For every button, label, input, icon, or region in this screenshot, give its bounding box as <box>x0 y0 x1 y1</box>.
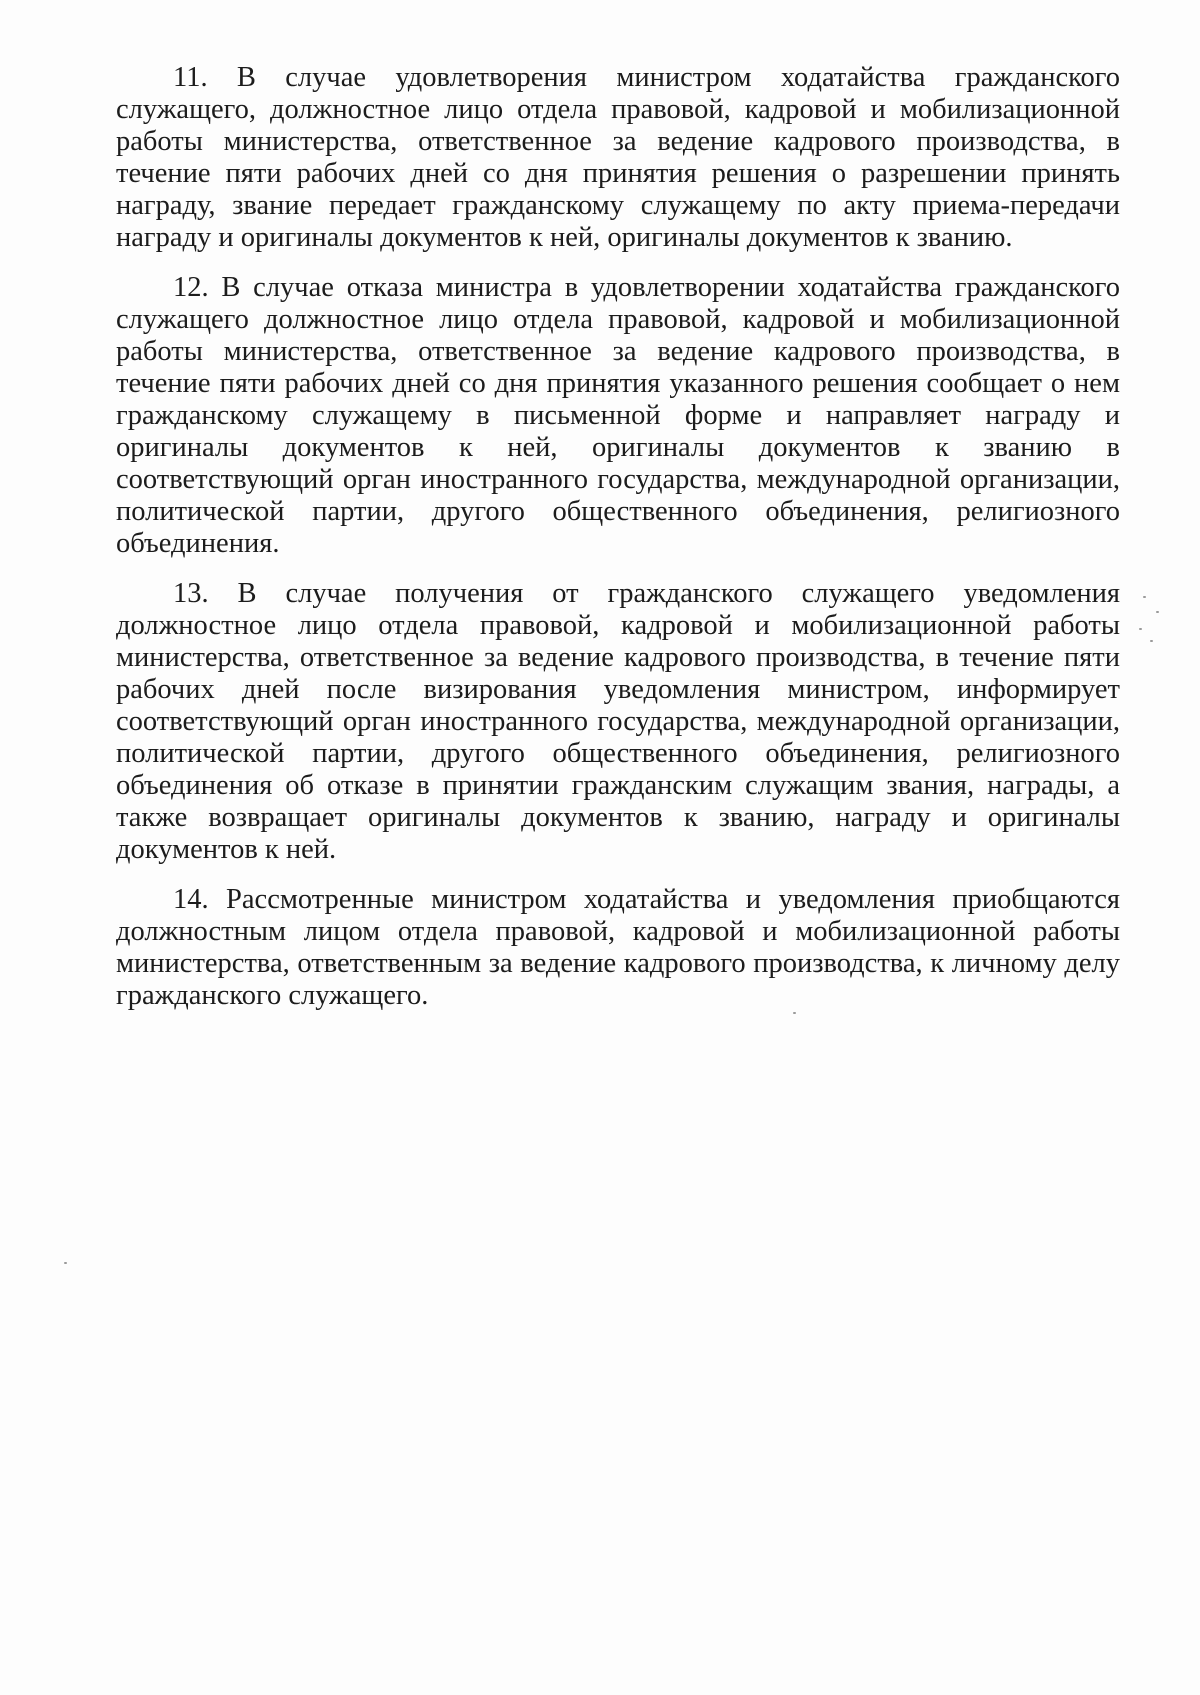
scan-speck <box>1139 628 1142 630</box>
paragraph-14: 14. Рассмотренные министром ходатайства и уведомления приобщаются должностным лицом отдела правовой, кадровой и мобилизационной работы министерства, ответственным за ведение кадрового производства, к личному делу гражданского служащего. <box>116 884 1120 1011</box>
paragraph-11: 11. В случае удовлетворения министром ходатайства гражданского служащего, должностное лицо отдела правовой, кадровой и мобилизационной работы министерства, ответственное за ведение кадрового производства, в течение пяти рабочих дней со дня принятия решения о разрешении принять награду, звание передает гражданскому служащему по акту приема-передачи награду и оригиналы документов к ней, оригиналы документов к званию. <box>116 62 1120 253</box>
paragraph-13: 13. В случае получения от гражданского служащего уведомления должностное лицо отдела правовой, кадровой и мобилизационной работы министерства, ответственное за ведение кадрового производства, в течение пяти рабочих дней после визирования уведомления министром, информирует соответствующий орган иностранного государства, международной организации, политической партии, другого общественного объединения, религиозного объединения об отказе в принятии гражданским служащим звания, награды, а также возвращает оригиналы документов к званию, награду и оригиналы документов к ней. <box>116 578 1120 865</box>
scan-speck <box>1150 640 1153 642</box>
scan-speck <box>793 1012 796 1014</box>
scan-speck <box>1143 596 1146 598</box>
paragraph-12: 12. В случае отказа министра в удовлетворении ходатайства гражданского служащего должностное лицо отдела правовой, кадровой и мобилизационной работы министерства, ответственное за ведение кадрового производства, в течение пяти рабочих дней со дня принятия указанного решения сообщает о нем гражданскому служащему в письменной форме и направляет награду и оригиналы документов к ней, оригиналы документов к званию в соответствующий орган иностранного государства, международной организации, политической партии, другого общественного объединения, религиозного объединения. <box>116 272 1120 559</box>
scan-speck <box>64 1262 67 1264</box>
document-body <box>116 62 1120 1030</box>
scan-speck <box>1156 611 1159 613</box>
